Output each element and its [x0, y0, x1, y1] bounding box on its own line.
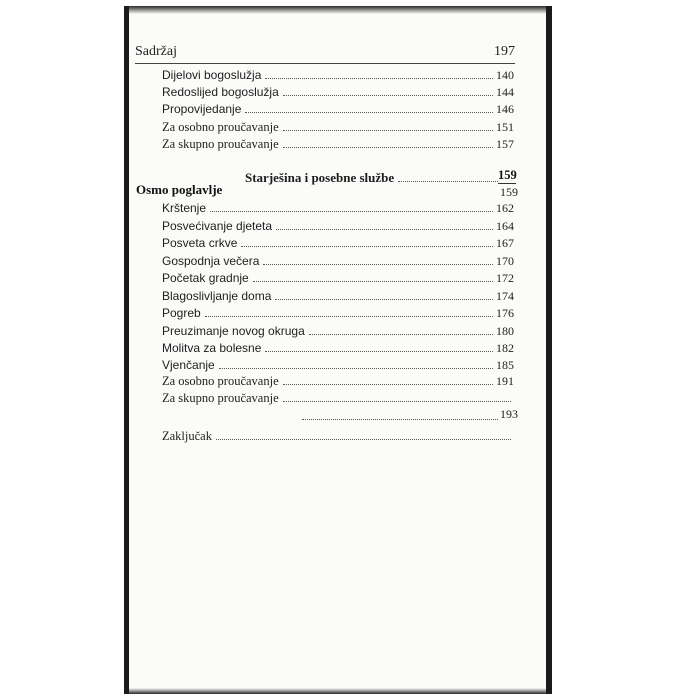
leader-dots	[245, 112, 493, 113]
toc-entry[interactable]	[162, 101, 514, 117]
leader-dots	[241, 246, 493, 247]
toc-entry-label: Redoslijed bogoslužja	[162, 85, 279, 99]
toc-entry-page: 182	[496, 341, 514, 355]
toc-entry-page: 170	[496, 254, 514, 268]
toc-entry[interactable]	[162, 270, 514, 286]
trailing-page-number: 193	[500, 407, 518, 421]
toc-entry[interactable]	[162, 373, 514, 389]
toc-entry[interactable]	[162, 288, 514, 304]
toc-entry-label: Za osobno proučavanje	[162, 120, 279, 134]
running-head-title: Sadržaj	[135, 44, 177, 59]
toc-entry-label: Preuzimanje novog okruga	[162, 324, 305, 338]
page-top-shadow	[129, 6, 546, 14]
toc-entry-page: 146	[496, 102, 514, 116]
toc-entry-page: 157	[496, 137, 514, 151]
chapter-title: Starješina i posebne službe	[245, 170, 395, 185]
toc-entry-page: 172	[496, 271, 514, 285]
leader-dots	[265, 78, 493, 79]
toc-entry-label: Pogreb	[162, 306, 201, 320]
toc-entry-label: Blagoslivljanje doma	[162, 289, 272, 303]
page-bottom-shadow	[129, 688, 546, 694]
toc-entry[interactable]	[162, 119, 514, 135]
leader-dots	[219, 368, 493, 369]
toc-entry-page: 164	[496, 219, 514, 233]
toc-entry-label: Vjenčanje	[162, 358, 215, 372]
toc-entry-label: Zaključak	[162, 429, 212, 443]
toc-entry[interactable]	[162, 323, 514, 339]
chapter-first-page: 159	[500, 185, 518, 199]
toc-entry-label: Krštenje	[162, 201, 207, 215]
toc-entry[interactable]	[162, 357, 514, 373]
toc-entry-label: Za skupno proučavanje	[162, 391, 279, 405]
toc-entry-label: Propovijedanje	[162, 102, 242, 116]
toc-entry[interactable]	[162, 235, 514, 251]
leader-dots	[275, 299, 493, 300]
leader-dots	[283, 130, 493, 131]
toc-entry-page: 191	[496, 374, 514, 388]
toc-entry[interactable]	[162, 390, 514, 406]
toc-entry-page: 140	[496, 68, 514, 82]
leader-dots	[283, 95, 493, 96]
toc-entry-label: Posvećivanje djeteta	[162, 219, 273, 233]
toc-entry-label: Dijelovi bogoslužja	[162, 68, 262, 82]
leader-dots	[398, 181, 498, 182]
toc-entry[interactable]	[162, 305, 514, 321]
toc-entry-page: 176	[496, 306, 514, 320]
toc-entry-page: 180	[496, 324, 514, 338]
toc-entry[interactable]	[162, 200, 514, 216]
leader-dots	[205, 316, 493, 317]
running-head-rule	[135, 63, 515, 64]
toc-entry-page: 162	[496, 201, 514, 215]
leader-dots	[216, 439, 511, 440]
leader-dots	[309, 334, 493, 335]
leader-dots	[276, 229, 493, 230]
toc-entry[interactable]	[162, 253, 514, 269]
toc-entry-label: Gospodnja večera	[162, 254, 260, 268]
running-head-page-number: 197	[494, 44, 515, 59]
toc-entry-page: 151	[496, 120, 514, 134]
toc-entry-page: 167	[496, 236, 514, 250]
toc-entry-page: 174	[496, 289, 514, 303]
leader-dots	[283, 147, 493, 148]
toc-entry-page: 185	[496, 358, 514, 372]
chapter-label: Osmo poglavlje	[136, 182, 223, 197]
toc-entry[interactable]	[162, 67, 514, 83]
toc-entry[interactable]	[162, 136, 514, 152]
toc-entry-label: Za skupno proučavanje	[162, 137, 279, 151]
leader-dots	[283, 384, 493, 385]
toc-entry-conclusion[interactable]	[162, 428, 514, 444]
leader-dots	[210, 211, 493, 212]
toc-entry-label: Početak gradnje	[162, 271, 249, 285]
chapter-title-entry[interactable]	[245, 170, 501, 186]
toc-entry-page: 144	[496, 85, 514, 99]
toc-entry-label: Molitva za bolesne	[162, 341, 262, 355]
toc-entry[interactable]	[162, 340, 514, 356]
toc-entry[interactable]	[162, 218, 514, 234]
chapter-page-number: 159	[498, 168, 517, 182]
leader-dots	[253, 281, 493, 282]
leader-dots	[302, 419, 498, 420]
leader-dots	[265, 351, 493, 352]
toc-entry-label: Posveta crkve	[162, 236, 238, 250]
toc-entry-label: Za osobno proučavanje	[162, 374, 279, 388]
leader-dots	[263, 264, 493, 265]
toc-entry[interactable]	[162, 84, 514, 100]
leader-dots	[283, 401, 511, 402]
